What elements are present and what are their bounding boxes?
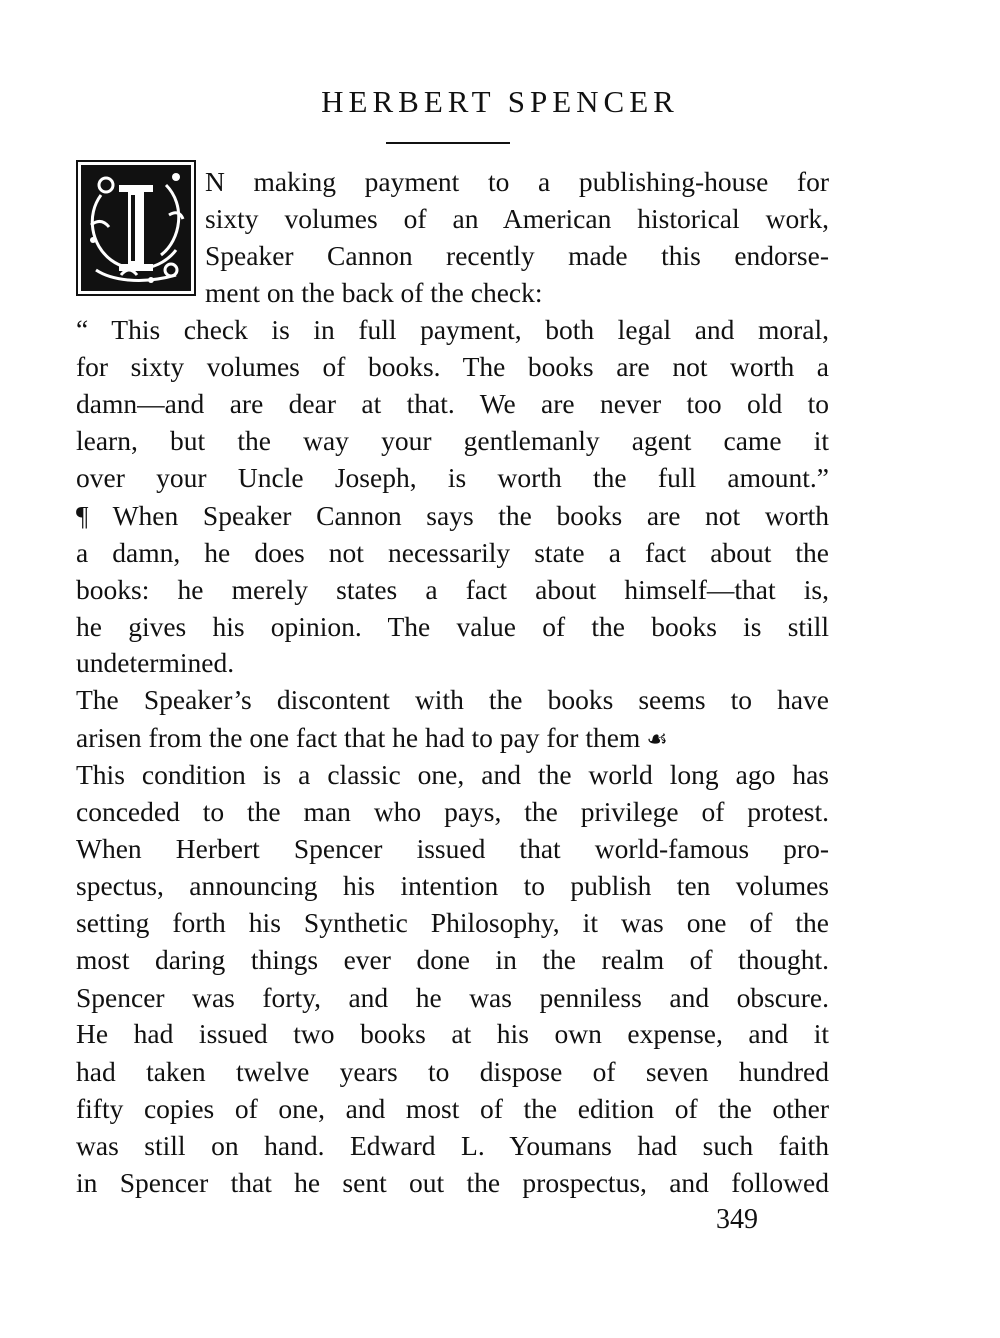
text-line: N making payment to a publishing-house for: [205, 166, 829, 197]
text-line: books: he merely states a fact about himself—that is,: [76, 574, 829, 605]
text-line: [76, 719, 829, 756]
text-line: in Spencer that he sent out the prospectus, and followed: [76, 1167, 829, 1198]
page-number: 349: [716, 1204, 758, 1235]
text-line: He had issued two books at his own expense, and it: [76, 1018, 829, 1049]
text-line: ¶ When Speaker Cannon says the books are not worth: [76, 500, 829, 531]
running-head: HERBERT SPENCER: [321, 84, 679, 119]
text-line: had taken twelve years to dispose of seven hundred: [76, 1056, 829, 1087]
text-line: most daring things ever done in the realm of thought.: [76, 944, 829, 975]
text-line-content: arisen from the one fact that he had to pay for them: [76, 722, 641, 753]
text-line: spectus, announcing his intention to publish ten volumes: [76, 870, 829, 901]
text-line: over your Uncle Joseph, is worth the full amount.”: [76, 462, 829, 493]
text-line: he gives his opinion. The value of the books is still: [76, 611, 829, 642]
drop-cap: [76, 160, 196, 296]
text-line: ment on the back of the check:: [205, 277, 543, 308]
text-line: for sixty volumes of books. The books are not worth a: [76, 351, 829, 382]
text-line: Spencer was forty, and he was penniless and obscure.: [76, 982, 829, 1013]
floral-ornament-icon: [81, 165, 191, 291]
text-line: This condition is a classic one, and the world long ago has: [76, 759, 829, 790]
text-line: damn—and are dear at that. We are never too old to: [76, 388, 829, 419]
text-line: learn, but the way your gentlemanly agent came it: [76, 425, 829, 456]
text-line: sixty volumes of an American historical work,: [205, 203, 829, 234]
text-line: undetermined.: [76, 647, 235, 678]
title-rule: [386, 142, 510, 144]
text-line: a damn, he does not necessarily state a fact about the: [76, 537, 829, 568]
text-line: The Speaker’s discontent with the books seems to have: [76, 684, 829, 715]
fleuron-ornament-icon: ☙: [646, 727, 668, 753]
text-line: was still on hand. Edward L. Youmans had such faith: [76, 1130, 829, 1161]
text-line: fifty copies of one, and most of the edition of the other: [76, 1093, 829, 1124]
text-line: Speaker Cannon recently made this endorse-: [205, 240, 829, 271]
text-line: “ This check is in full payment, both legal and moral,: [76, 314, 829, 345]
text-line: conceded to the man who pays, the privilege of protest.: [76, 796, 829, 827]
text-line: setting forth his Synthetic Philosophy, it was one of the: [76, 907, 829, 938]
text-line: When Herbert Spencer issued that world-famous pro-: [76, 833, 829, 864]
